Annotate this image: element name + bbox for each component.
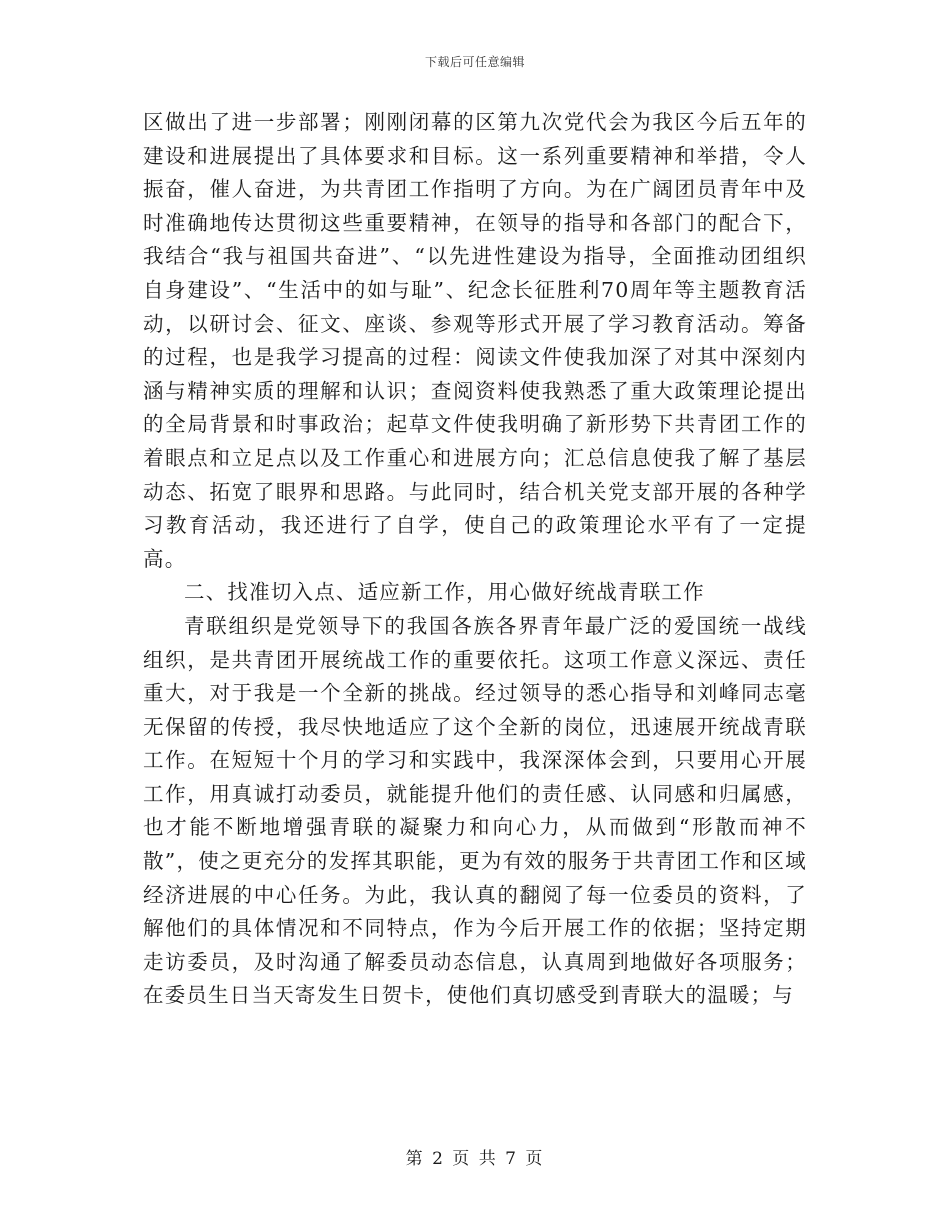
paragraph-continuation: 区做出了进一步部署；刚刚闭幕的区第九次党代会为我区今后五年的建设和进展提出了具体要求和目标。这一系列重要精神和举措，令人振奋，催人奋进，为共青团工作指明了方向。为在广阔团员青年中及时准确地传达贯彻这些重要精神，在领导的指导和各部门的配合下，我结合“我与祖国共奋进”、“以先进性建设为指导，全面推动团组织自身建设”、“生活中的如与耻”、纪念长征胜利70周年等主题教育活动，以研讨会、征文、座谈、参观等形式开展了学习教育活动。筹备的过程，也是我学习提高的过程：阅读文件使我加深了对其中深刻内涵与精神实质的理解和认识；查阅资料使我熟悉了重大政策理论提出的全局背景和时事政治；起草文件使我明确了新形势下共青团工作的着眼点和立足点以及工作重心和进展方向；汇总信息使我了解了基层动态、拓宽了眼界和思路。与此同时，结合机关党支部开展的各种学习教育活动，我还进行了自学，使自己的政策理论水平有了一定提高。: [143, 110, 807, 571]
paragraph-body: 青联组织是党领导下的我国各族各界青年最广泛的爱国统一战线组织，是共青团开展统战工作的重要依托。这项工作意义深远、责任重大，对于我是一个全新的挑战。经过领导的悉心指导和刘峰同志毫无保留的传授，我尽快地适应了这个全新的岗位，迅速展开统战青联工作。在短短十个月的学习和实践中，我深深体会到，只要用心开展工作，用真诚打动委员，就能提升他们的责任感、认同感和归属感，也才能不断地增强青联的凝聚力和向心力，从而做到“形散而神不散”，使之更充分的发挥其职能，更为有效的服务于共青团工作和区域经济进展的中心任务。为此，我认真的翻阅了每一位委员的资料，了解他们的具体情况和不同特点，作为今后开展工作的依据；坚持定期走访委员，及时沟通了解委员动态信息，认真周到地做好各项服务；在委员生日当天寄发生日贺卡，使他们真切感受到青联大的温暖；与: [143, 613, 807, 1008]
page-number-footer: 第 2 页 共 7 页: [405, 1149, 545, 1169]
header-note: 下载后可任意编辑: [424, 55, 525, 69]
document-body: [143, 106, 807, 1013]
section-heading: 二、找准切入点、适应新工作，用心做好统战青联工作: [184, 580, 705, 605]
